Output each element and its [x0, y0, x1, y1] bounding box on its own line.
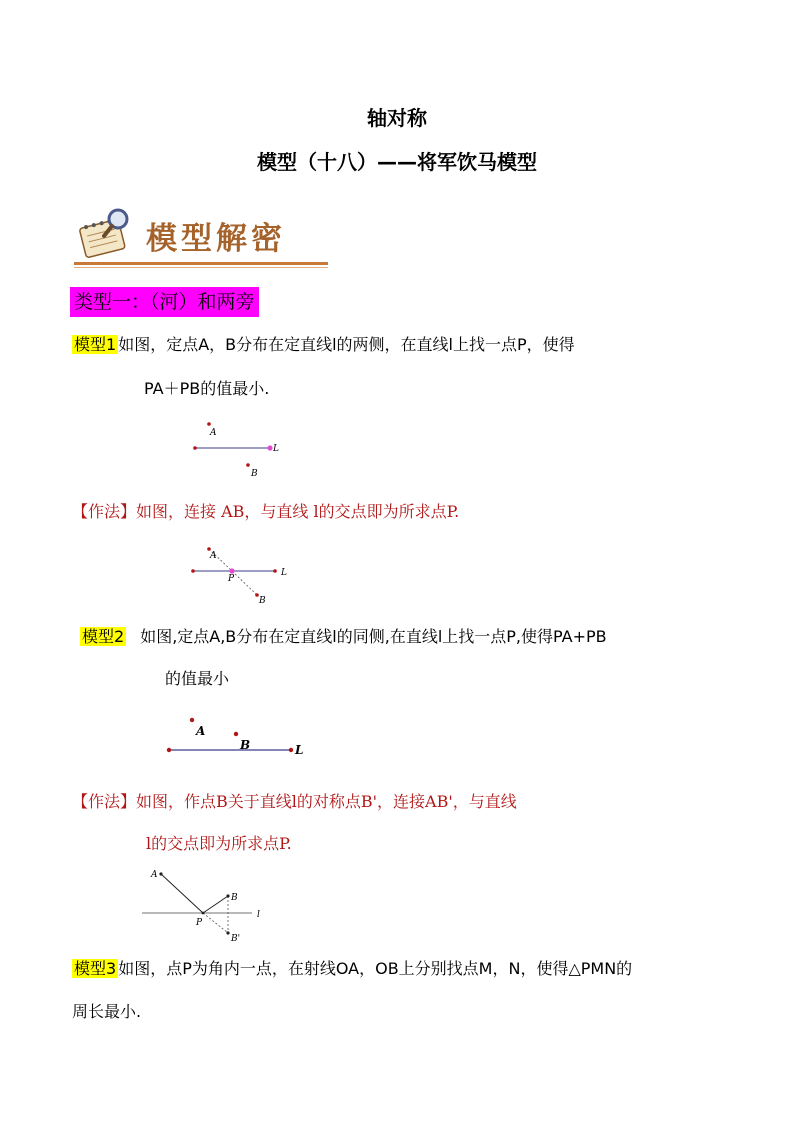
m1m-label-b: B [259, 596, 266, 606]
notepad-magnifier-icon [76, 205, 136, 261]
banner-title: 模型解密 [146, 221, 286, 257]
m1-label-a: A [210, 428, 217, 438]
m2m-label-p: P [196, 918, 203, 928]
section-heading-type1: 类型一：（河）和两旁 [70, 287, 259, 317]
m1m-label-a: A [210, 551, 217, 561]
m1m-label-p: P [228, 574, 235, 584]
model3-text-line2: 周长最小. [72, 1002, 142, 1021]
model3-text-line1: 如图，点P为角内一点，在射线OA，OB上分别找点M，N，使得△PMN的 [118, 959, 633, 978]
model2-method-diagram [140, 862, 270, 947]
m2-label-b: B [240, 738, 251, 752]
m2m-label-a: A [151, 870, 158, 880]
title-model: 模型（十八）——将军饮马模型 [257, 150, 537, 174]
model1-tag: 模型1 [74, 335, 117, 354]
m1m-label-l: L [281, 568, 287, 578]
m2m-label-bprime: B' [231, 934, 241, 944]
model1-statement [72, 333, 575, 357]
banner-underline [74, 262, 328, 265]
model3-statement [72, 957, 632, 981]
title-topic: 轴对称 [367, 106, 427, 130]
model2-tag: 模型2 [82, 627, 125, 646]
banner-underline-thin [74, 267, 328, 268]
model1-method: 【作法】如图，连接 AB，与直线 l的交点即为所求点P. [72, 502, 460, 521]
m1-label-b: B [251, 469, 258, 479]
model1-method-diagram [185, 540, 295, 605]
model2-method-line1: 【作法】如图，作点B关于直线l的对称点B'，连接AB'，与直线 [72, 792, 517, 811]
m2-label-a: A [196, 724, 206, 738]
model2-statement [80, 625, 607, 649]
model3-tag: 模型3 [74, 959, 117, 978]
model1-text-line1: 如图，定点A，B分布在定直线l的两侧，在直线l上找一点P，使得 [118, 335, 575, 354]
m1-label-l: L [273, 444, 279, 454]
model2-text-line2: 的值最小 [165, 669, 230, 688]
m2m-label-b: B [231, 893, 238, 903]
model2-diagram [160, 710, 320, 765]
model1-text-line2: PA＋PB的值最小. [144, 379, 270, 398]
model2-method-line2: l的交点即为所求点P. [146, 834, 292, 853]
model1-diagram [185, 415, 295, 480]
m2-label-l: L [295, 743, 304, 757]
model2-text-line1: 如图,定点A,B分布在定直线l的同侧,在直线l上找一点P,使得PA+PB [140, 627, 607, 646]
m2m-label-l: l [257, 910, 260, 920]
